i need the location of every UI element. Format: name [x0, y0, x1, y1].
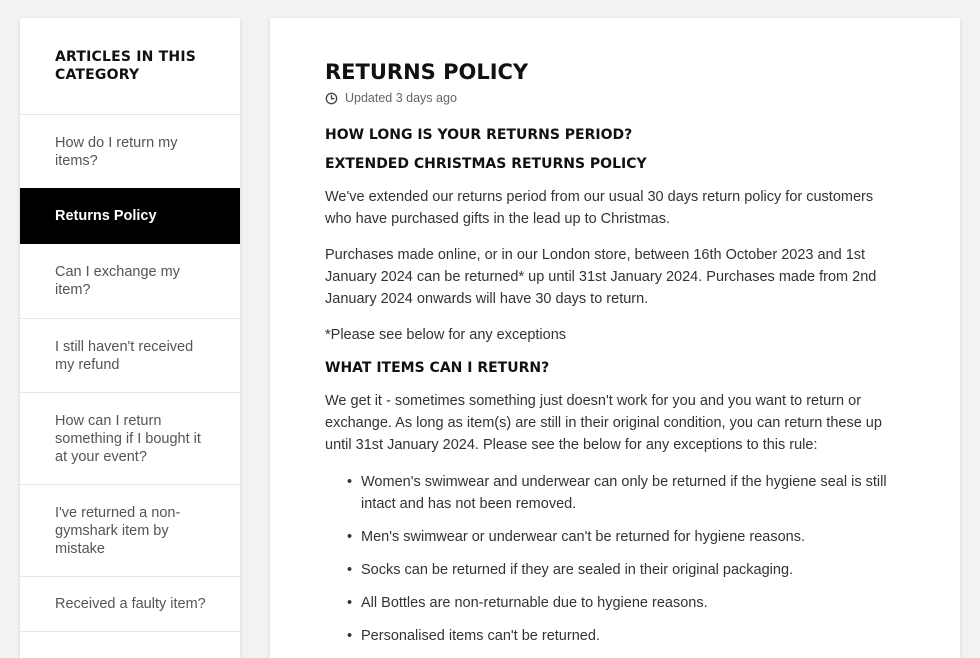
paragraph-exceptions-note: *Please see below for any exceptions	[325, 327, 567, 343]
sidebar-item-label: I still haven't received my refund	[55, 338, 194, 373]
article-panel	[270, 18, 960, 658]
page-title: RETURNS POLICY	[325, 60, 529, 84]
section-heading-what-items: WHAT ITEMS CAN I RETURN?	[325, 360, 550, 376]
sidebar-item-label: How can I return something if I bought it at your event?	[55, 412, 201, 465]
list-item: • Women's swimwear and underwear can only be returned if the hygiene seal is still intact and has not been removed.	[361, 471, 895, 515]
updated-meta	[325, 91, 895, 105]
paragraph-purchase-dates: Purchases made online, or in our London store, between 16th October 2023 and 1st January 2024 can be returned* up until 31st January 2024. Purchases made from 2nd January 2024 onwards will have 30 days to return.	[325, 247, 877, 307]
sidebar-item-label: Returns Policy	[55, 207, 157, 224]
paragraph-extended-period: We've extended our returns period from our usual 30 days return policy for customers who have purchased gifts in the lead up to Christmas.	[325, 189, 874, 227]
sidebar-item-exchange[interactable]	[20, 244, 240, 319]
clock-icon	[325, 92, 338, 105]
list-item: • Personalised items can't be returned.	[361, 625, 895, 647]
paragraph-item-condition: We get it - sometimes something just doesn't work for you and you want to return or exchange. As long as item(s) are still in their original condition, you can return these up until 31st January 2024. Please see the below for any exceptions to this rule:	[325, 393, 882, 453]
sidebar-item-non-gymshark[interactable]	[20, 485, 240, 577]
article-sidebar	[20, 18, 240, 658]
section-heading-returns-period: HOW LONG IS YOUR RETURNS PERIOD?	[325, 127, 633, 143]
sidebar-item-label: Received a faulty item?	[55, 596, 206, 612]
sidebar-item-label: I've returned a non-gymshark item by mistake	[55, 504, 181, 557]
section-heading-christmas-policy: EXTENDED CHRISTMAS RETURNS POLICY	[325, 156, 647, 172]
article-content	[270, 18, 895, 647]
list-item: • Men's swimwear or underwear can't be returned for hygiene reasons.	[361, 526, 895, 548]
sidebar-item-event-return[interactable]	[20, 393, 240, 485]
sidebar-item-label: Can I exchange my item?	[55, 264, 180, 298]
updated-text: Updated 3 days ago	[345, 91, 457, 105]
sidebar-item-returns-policy[interactable]	[20, 188, 240, 244]
sidebar-heading: ARTICLES IN THIS CATEGORY	[20, 18, 240, 115]
exceptions-list	[325, 471, 895, 647]
sidebar-item-label: How do I return my items?	[55, 134, 178, 169]
list-item: • Socks can be returned if they are sealed in their original packaging.	[361, 559, 895, 581]
sidebar-item-refund[interactable]	[20, 319, 240, 393]
list-item: • All Bottles are non-returnable due to hygiene reasons.	[361, 592, 895, 614]
sidebar-item-faulty[interactable]	[20, 577, 240, 632]
sidebar-item-how-do-i-return[interactable]	[20, 115, 240, 189]
